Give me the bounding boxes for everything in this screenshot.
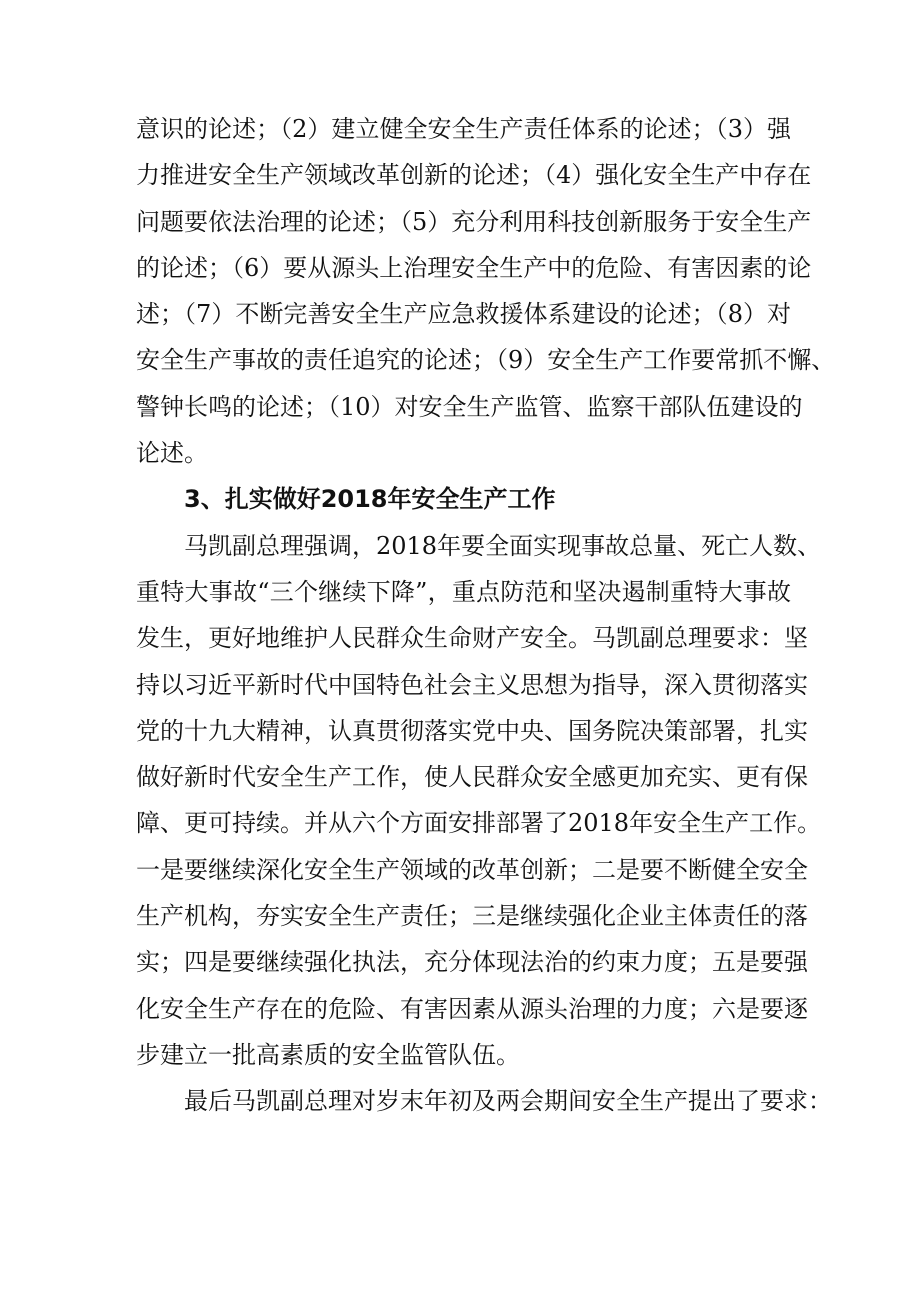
- text-line: 安全生产事故的责任追究的论述；（9）安全生产工作要常抓不懈、: [136, 346, 836, 375]
- text-line: 力推进安全生产领域改革创新的论述；（4）强化安全生产中存在: [136, 161, 812, 190]
- text-line: 发生，更好地维护人民群众生命财产安全。马凯副总理要求：坚: [136, 624, 808, 653]
- text-line: 障、更可持续。并从六个方面安排部署了2018年安全生产工作。: [136, 809, 822, 838]
- section-heading: 3、扎实做好2018年安全生产工作: [184, 485, 556, 514]
- text-line: 意识的论述；（2）建立健全安全生产责任体系的论述；（3）强: [136, 115, 791, 143]
- text-line: 论述。: [136, 439, 208, 468]
- text-line: 警钟长鸣的论述；（10）对安全生产监管、监察干部队伍建设的: [136, 392, 803, 421]
- text-line: 一是要继续深化安全生产领域的改革创新；二是要不断健全安全: [136, 855, 808, 884]
- paragraph-1: [136, 106, 836, 476]
- text-line: 党的十九大精神，认真贯彻落实党中央、国务院决策部署，扎实: [136, 716, 808, 745]
- text-line: 持以习近平新时代中国特色社会主义思想为指导，深入贯彻落实: [136, 670, 808, 699]
- text-line: 生产机构，夯实安全生产责任；三是继续强化企业主体责任的落: [136, 902, 808, 931]
- text-line: 化安全生产存在的危险、有害因素从源头治理的力度；六是要逐: [136, 994, 808, 1023]
- text-line: 最后马凯副总理对岁末年初及两会期间安全生产提出了要求：: [184, 1087, 832, 1116]
- text-line: 述；（7）不断完善安全生产应急救援体系建设的论述；（8）对: [136, 300, 791, 329]
- text-line: 步建立一批高素质的安全监管队伍。: [136, 1040, 520, 1069]
- text-line: 做好新时代安全生产工作，使人民群众安全感更加充实、更有保: [136, 763, 808, 792]
- text-line: 实；四是要继续强化执法，充分体现法治的约束力度；五是要强: [136, 948, 808, 977]
- document-body: [136, 106, 836, 1125]
- paragraph-2: [136, 523, 822, 1079]
- paragraph-3: [136, 1078, 832, 1124]
- text-line: 问题要依法治理的论述；（5）充分利用科技创新服务于安全生产: [136, 207, 812, 236]
- text-line: 马凯副总理强调，2018年要全面实现事故总量、死亡人数、: [184, 531, 822, 560]
- text-line: 重特大事故“三个继续下降”，重点防范和坚决遏制重特大事故: [136, 577, 791, 606]
- text-line: 的论述；（6）要从源头上治理安全生产中的危险、有害因素的论: [136, 253, 812, 282]
